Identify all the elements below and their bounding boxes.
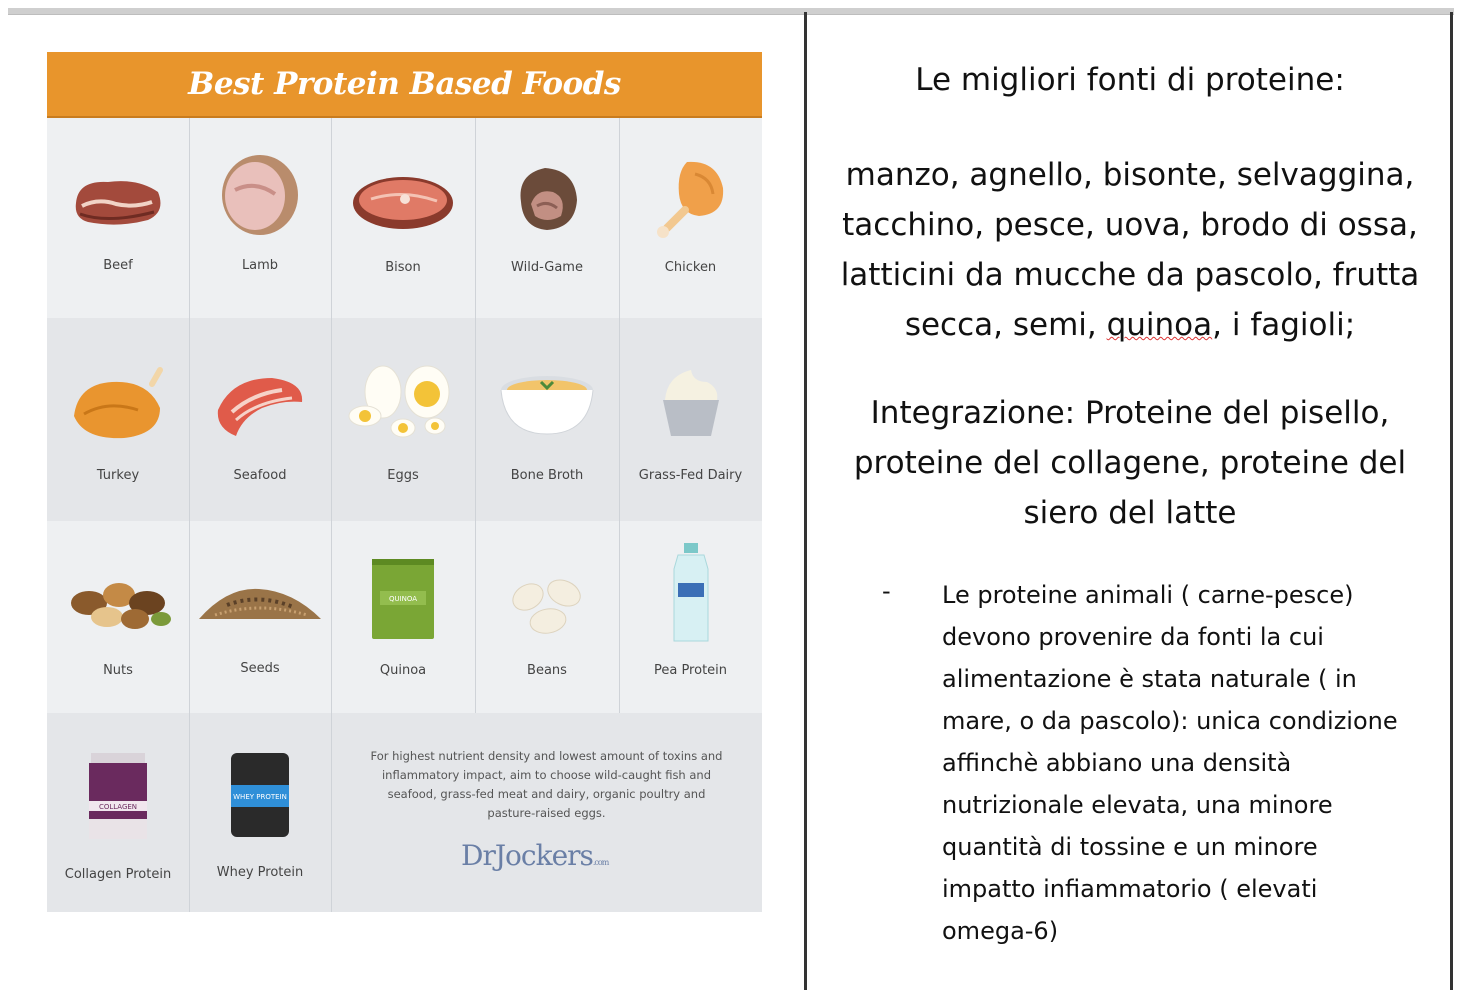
food-label: Grass-Fed Dairy: [638, 468, 743, 483]
logo-suffix: .com: [592, 858, 609, 867]
column-divider: [804, 12, 807, 990]
food-cell-bone-broth: [475, 318, 620, 521]
food-cell-eggs: [331, 318, 476, 521]
quinoa-icon: [368, 555, 438, 643]
infographic-note: For highest nutrient density and lowest amount of toxins and inflammatory impact, aim to choose wild-caught fish and seafood, grass-fed meat and dairy, organic poultry and pasture-raised eggs.: [370, 749, 723, 820]
drjockers-logo: [461, 839, 608, 872]
food-label: Wild-Game: [511, 260, 583, 275]
pea-protein-icon: [668, 541, 714, 647]
sources-line-4: [820, 300, 1440, 350]
sources-line-1: manzo, agnello, bisonte, selvaggina,: [845, 157, 1415, 193]
turkey-icon: [68, 364, 168, 444]
right-border: [1450, 12, 1453, 990]
food-cell-seafood: [189, 318, 332, 521]
food-label: Collagen Protein: [64, 867, 172, 882]
whey-pack-text: WHEY PROTEIN: [233, 793, 287, 801]
nuts-icon: [63, 565, 173, 635]
collagen-icon: [83, 747, 153, 843]
beef-icon: [68, 168, 168, 238]
sources-text: secca, semi,: [904, 307, 1107, 343]
integration-paragraph: Integrazione: Proteine del pisello, proteine del collagene, proteine del siero del latte: [853, 395, 1407, 531]
bullet-marker: -: [882, 577, 891, 605]
food-cell-lamb: [189, 118, 332, 318]
food-label: Beans: [527, 663, 567, 678]
seeds-icon: [197, 583, 323, 623]
sources-line-3: latticini da mucche da pascolo, frutta: [840, 257, 1420, 293]
food-cell-chicken: [619, 118, 762, 318]
sources-text-end: , i fagioli;: [1212, 307, 1356, 343]
food-label: Chicken: [664, 260, 717, 275]
food-row-4: [47, 713, 762, 912]
food-cell-wild-game: [475, 118, 620, 318]
food-cell-dairy: [619, 318, 762, 521]
lamb-icon: [215, 150, 305, 240]
seafood-icon: [212, 370, 308, 440]
spellcheck-word: quinoa: [1106, 307, 1213, 343]
food-cell-pea-protein: [619, 521, 762, 713]
dairy-icon: [653, 360, 729, 440]
food-cell-turkey: [47, 318, 190, 521]
sources-line-2: tacchino, pesce, uova, brodo di ossa,: [842, 207, 1418, 243]
food-cell-seeds: [189, 521, 332, 713]
bone-broth-icon: [497, 368, 597, 440]
food-label: Seafood: [233, 468, 287, 483]
beans-icon: [502, 567, 592, 641]
food-cell-collagen: [47, 713, 190, 912]
food-cell-quinoa: [331, 521, 476, 713]
food-cell-whey: [189, 713, 332, 912]
food-label: Whey Protein: [216, 865, 304, 880]
food-label: Beef: [103, 258, 133, 273]
food-cell-beans: [475, 521, 620, 713]
food-label: Seeds: [240, 661, 280, 676]
infographic-banner: [47, 52, 762, 118]
bullet-paragraph: Le proteine animali ( carne-pesce) devono provenire da fonti la cui alimentazione è stata naturale ( in mare, o da pascolo): unica condizione affinchè abbiano una densità nutrizionale elevata, una minore quantità di tossine e un minore impatto infiammatorio ( elevati omega-6): [942, 581, 1398, 945]
chicken-icon: [651, 154, 731, 240]
food-label: Lamb: [241, 258, 279, 273]
infographic-title: Best Protein Based Foods: [188, 66, 621, 102]
food-label: Turkey: [96, 468, 140, 483]
bison-icon: [351, 173, 455, 233]
food-row-3: [47, 521, 762, 713]
logo-text: DrJockers: [461, 839, 593, 872]
food-label: Bison: [385, 260, 421, 275]
eggs-icon: [347, 356, 459, 442]
food-cell-beef: [47, 118, 190, 318]
protein-infographic: [47, 52, 762, 912]
food-label: Bone Broth: [510, 468, 584, 483]
food-label: Pea Protein: [653, 663, 728, 678]
food-label: Nuts: [103, 663, 133, 678]
wild-game-icon: [507, 158, 587, 238]
infographic-note-cell: [331, 713, 762, 912]
food-label: Eggs: [387, 468, 419, 483]
collagen-jar-text: COLLAGEN: [98, 803, 138, 811]
whey-icon: [227, 749, 293, 841]
food-cell-bison: [331, 118, 476, 318]
sources-paragraph: [820, 150, 1440, 350]
food-row-2: [47, 318, 762, 521]
food-row-1: [47, 118, 762, 318]
top-border: [8, 8, 1454, 15]
food-cell-nuts: [47, 521, 190, 713]
heading: Le migliori fonti di proteine:: [915, 62, 1345, 98]
food-label: Quinoa: [379, 663, 427, 678]
quinoa-pack-text: QUINOA: [388, 595, 418, 603]
